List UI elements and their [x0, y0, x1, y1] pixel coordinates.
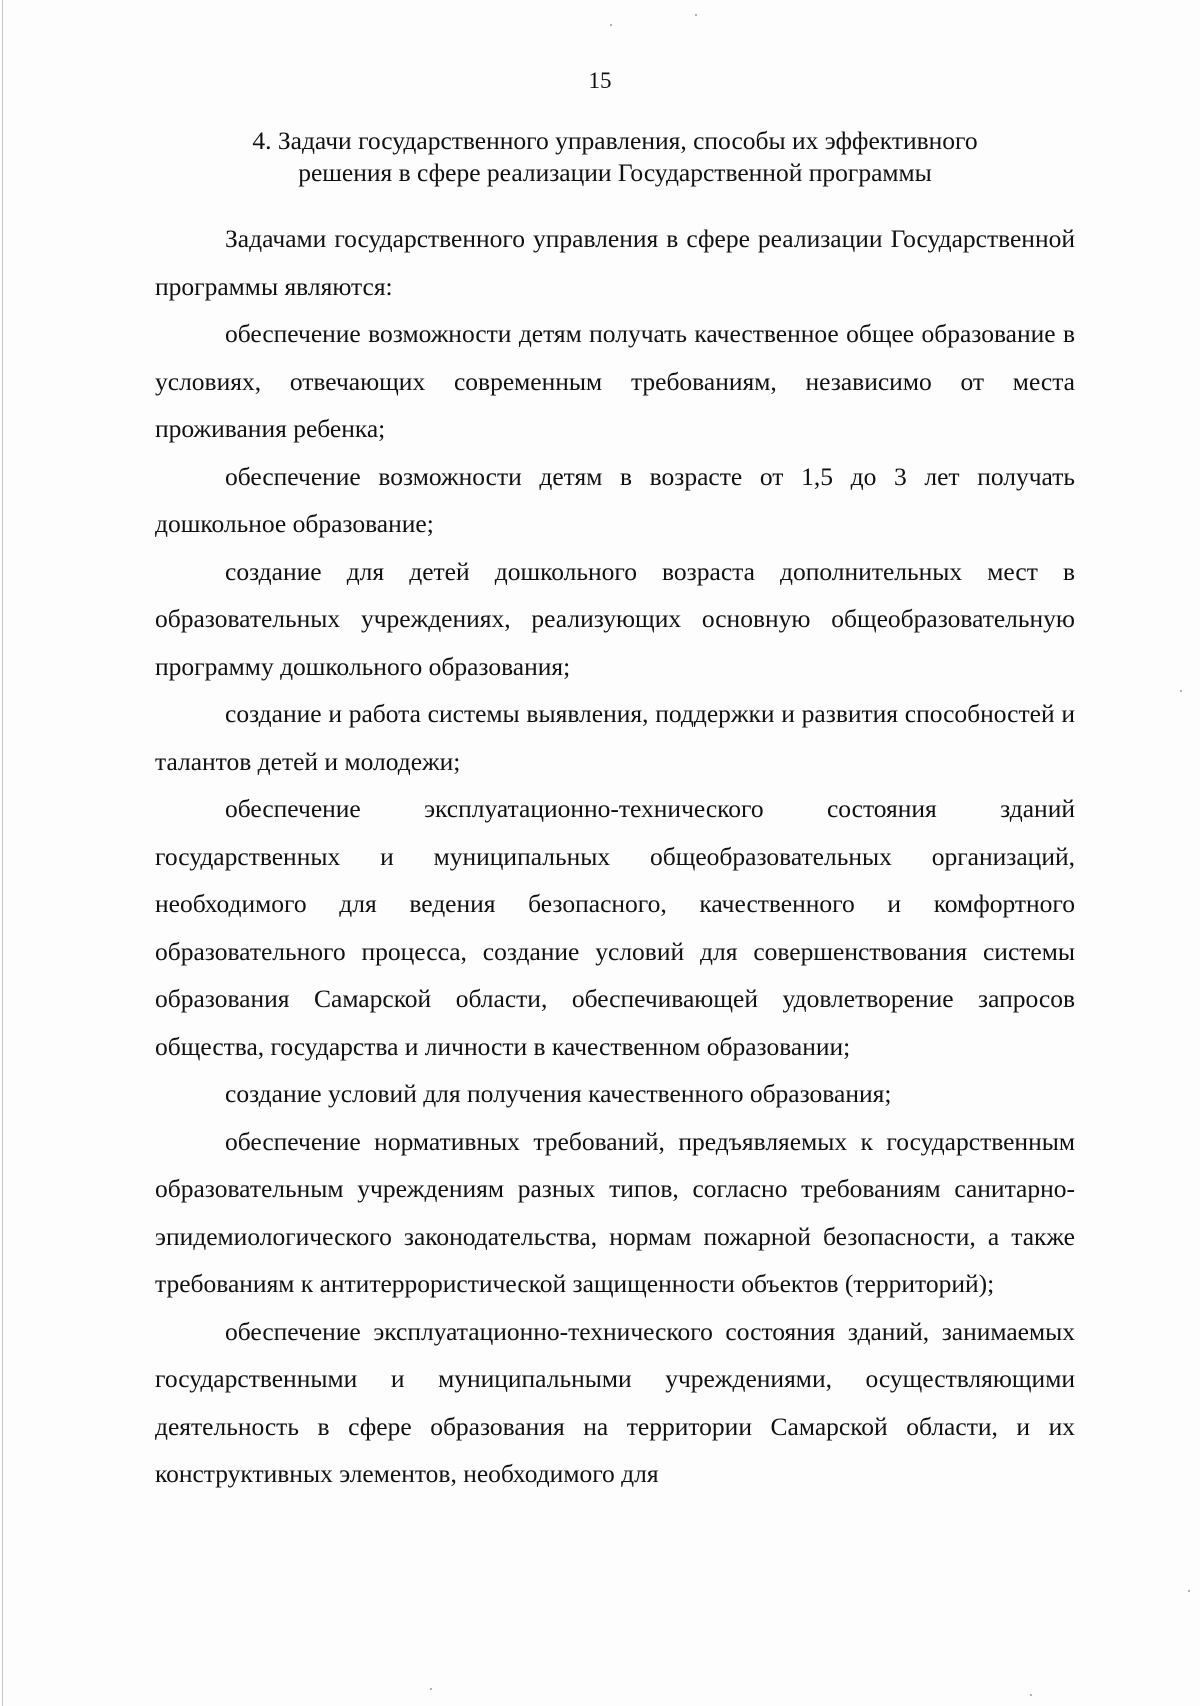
paragraph-task-5: обеспечение эксплуатационно-технического состояния зданий государственных и муниципальных общеобразовательных организаций, необходимого для ведения безопасного, качественного и комфортного образовательного процесса, создание условий для совершенствования системы образования Самарской области, обеспечивающей удовлетворение запросов общества, государства и личности в качественном образовании; — [155, 794, 1075, 1061]
paragraph-task-7: обеспечение нормативных требований, предъявляемых к государственным образовательным учреждениям разных типов, согласно требованиям санитарно-эпидемиологического законодательства, нормам пожарной безопасности, а также требованиям к антитеррористической защищенности объектов (территорий); — [155, 1126, 1075, 1298]
scan-speck — [430, 1688, 432, 1690]
section-heading-line-1: 4. Задачи государственного управления, способы их эффективного — [252, 126, 978, 155]
paragraph-task-8: обеспечение эксплуатационно-технического состояния зданий, занимаемых государственными и муниципальными учреждениями, осуществляющими деятельность в сфере образования на территории Самарской области, и их конструктивных элементов, необходимого для — [155, 1316, 1075, 1488]
paragraph-task-3: создание для детей дошкольного возраста дополнительных мест в образовательных учреждениях, реализующих основную общеобразовательную программу дошкольного образования; — [155, 556, 1075, 681]
body-text — [155, 215, 1075, 1498]
section-heading-line-2: решения в сфере реализации Государственной программы — [298, 158, 932, 187]
paragraph-task-2: обеспечение возможности детям в возрасте от 1,5 до 3 лет получать дошкольное образование; — [155, 461, 1075, 538]
scan-left-edge — [2, 0, 3, 1706]
paragraph-task-1: обеспечение возможности детям получать качественное общее образование в условиях, отвечающих современным требованиям, независимо от места проживания ребенка; — [155, 319, 1075, 443]
scan-speck — [1030, 1694, 1032, 1696]
scan-speck — [695, 14, 697, 16]
paragraph-task-6: создание условий для получения качественного образования; — [225, 1079, 892, 1108]
section-heading — [155, 125, 1075, 189]
paragraph-intro: Задачами государственного управления в сфере реализации Государственной программы являются: — [155, 224, 1075, 301]
paragraph-task-4: создание и работа системы выявления, поддержки и развития способностей и талантов детей и молодежи; — [155, 699, 1075, 776]
scan-speck — [1188, 1590, 1190, 1592]
scan-speck — [1180, 690, 1182, 692]
page-number: 15 — [588, 68, 612, 93]
scan-speck — [610, 24, 612, 26]
